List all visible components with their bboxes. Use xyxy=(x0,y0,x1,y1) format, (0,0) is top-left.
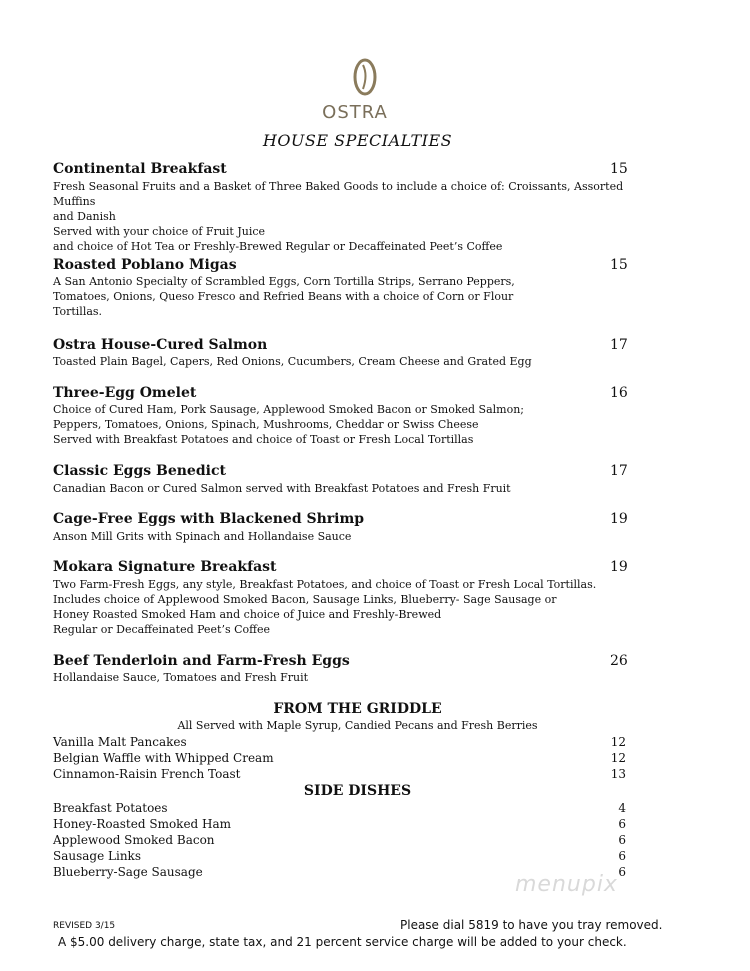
griddle-item-price: 13 xyxy=(610,767,626,781)
desc-line: Tortillas. xyxy=(53,305,103,318)
desc-line: Tomatoes, Onions, Queso Fresco and Refried Beans with a choice of Corn or Flour xyxy=(53,290,514,303)
menu-item-name: Roasted Poblano Migas xyxy=(53,257,237,273)
desc-line: Peppers, Tomatoes, Onions, Spinach, Mushrooms, Cheddar or Swiss Cheese xyxy=(53,418,479,431)
page-title: HOUSE SPECIALTIES xyxy=(262,131,453,150)
menu-item-price: 19 xyxy=(610,559,628,575)
desc-line: and Danish xyxy=(53,210,116,223)
side-item-name: Breakfast Potatoes xyxy=(53,801,168,815)
desc-line: Hollandaise Sauce, Tomatoes and Fresh Fruit xyxy=(53,671,309,684)
desc-line: Choice of Cured Ham, Pork Sausage, Applewood Smoked Bacon or Smoked Salmon; xyxy=(53,403,525,416)
side-item-name: Applewood Smoked Bacon xyxy=(53,833,215,847)
menu-item-desc xyxy=(53,481,633,496)
griddle-item-name: Cinnamon-Raisin French Toast xyxy=(53,767,241,781)
desc-line: Regular or Decaffeinated Peet’s Coffee xyxy=(53,623,270,636)
desc-line: Includes choice of Applewood Smoked Bacon, Sausage Links, Blueberry- Sage Sausage or xyxy=(53,593,557,606)
menu-item-price: 16 xyxy=(610,385,628,401)
menu-item-name: Ostra House-Cured Salmon xyxy=(53,337,268,353)
side-item-name: Sausage Links xyxy=(53,849,141,863)
desc-line: Toasted Plain Bagel, Capers, Red Onions, Cucumbers, Cream Cheese and Grated Egg xyxy=(53,355,532,368)
menu-item-price: 17 xyxy=(610,463,628,479)
side-item-price: 6 xyxy=(618,817,626,831)
menu-item-name: Mokara Signature Breakfast xyxy=(53,559,277,575)
desc-line: Served with your choice of Fruit Juice xyxy=(53,225,266,238)
menu-item-name: Cage-Free Eggs with Blackened Shrimp xyxy=(53,511,365,527)
griddle-item-price: 12 xyxy=(610,735,626,749)
menu-item-desc xyxy=(53,577,633,637)
griddle-title: FROM THE GRIDDLE xyxy=(273,701,442,717)
griddle-item-name: Belgian Waffle with Whipped Cream xyxy=(53,751,274,765)
menu-item-price: 19 xyxy=(610,511,628,527)
sides-title: SIDE DISHES xyxy=(303,783,412,799)
side-item-price: 6 xyxy=(618,833,626,847)
tray-note: Please dial 5819 to have you tray removed. xyxy=(400,918,663,932)
desc-line: and choice of Hot Tea or Freshly-Brewed Regular or Decaffeinated Peet’s Coffee xyxy=(53,240,503,253)
menu-item-price: 15 xyxy=(610,257,628,273)
menu-item-price: 15 xyxy=(610,161,628,177)
side-item-name: Blueberry-Sage Sausage xyxy=(53,865,203,879)
menu-item-price: 17 xyxy=(610,337,628,353)
griddle-item-name: Vanilla Malt Pancakes xyxy=(53,735,187,749)
menu-item-name: Continental Breakfast xyxy=(53,161,227,177)
desc-line: Two Farm-Fresh Eggs, any style, Breakfast Potatoes, and choice of Toast or Fresh Local Tortillas. xyxy=(53,578,597,591)
charges-note: A $5.00 delivery charge, state tax, and 21 percent service charge will be added to your check. xyxy=(58,935,627,949)
side-item-name: Honey-Roasted Smoked Ham xyxy=(53,817,232,831)
griddle-item-price: 12 xyxy=(610,751,626,765)
menu-item-name: Classic Eggs Benedict xyxy=(53,463,226,479)
desc-line: Served with Breakfast Potatoes and choice of Toast or Fresh Local Tortillas xyxy=(53,433,474,446)
desc-line: A San Antonio Specialty of Scrambled Eggs, Corn Tortilla Strips, Serrano Peppers, xyxy=(53,275,515,288)
menu-item-price: 26 xyxy=(610,653,628,669)
menu-item-desc xyxy=(53,354,633,369)
revised-date: REVISED 3/15 xyxy=(53,921,116,931)
watermark: menupix xyxy=(515,872,618,897)
menu-item-desc xyxy=(53,670,633,685)
desc-line: Fresh Seasonal Fruits and a Basket of Three Baked Goods to include a choice of: Croissants, Assorted Muffins xyxy=(53,180,624,208)
menu-item-desc xyxy=(53,529,633,544)
desc-line: Honey Roasted Smoked Ham and choice of Juice and Freshly-Brewed xyxy=(53,608,442,621)
menu-item-name: Three-Egg Omelet xyxy=(53,385,197,401)
side-item-price: 4 xyxy=(618,801,626,815)
brand-name: OSTRA xyxy=(322,102,388,123)
desc-line: Canadian Bacon or Cured Salmon served with Breakfast Potatoes and Fresh Fruit xyxy=(53,482,511,495)
menu-item-desc xyxy=(53,179,633,254)
menu-item-desc xyxy=(53,274,633,319)
side-item-price: 6 xyxy=(618,849,626,863)
menu-item-name: Beef Tenderloin and Farm-Fresh Eggs xyxy=(53,653,350,669)
menu-item-desc xyxy=(53,402,633,447)
griddle-subtitle: All Served with Maple Syrup, Candied Pecans and Fresh Berries xyxy=(177,719,538,732)
side-item-price: 6 xyxy=(618,865,626,879)
desc-line: Anson Mill Grits with Spinach and Hollandaise Sauce xyxy=(53,530,352,543)
